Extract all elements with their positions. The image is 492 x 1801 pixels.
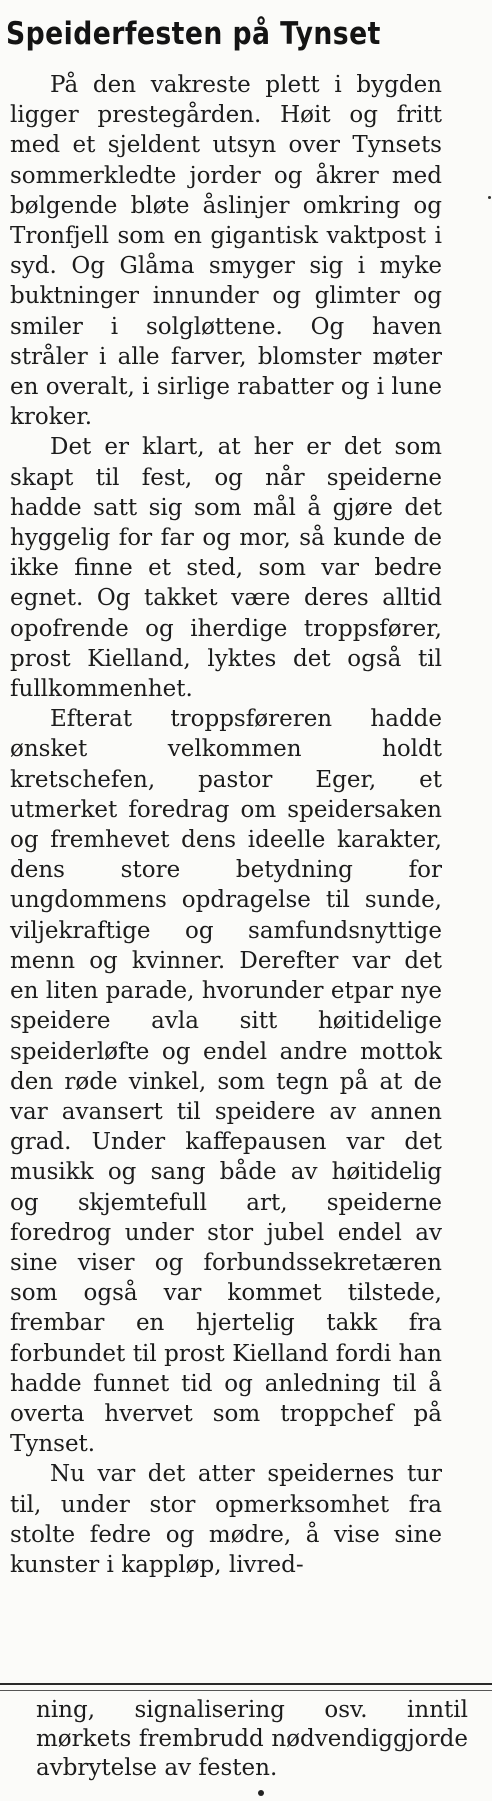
continuation-text: ning, signalisering osv. inntil mørkets frembrudd nødvendiggjorde avbrytelse av festen. <box>36 1697 468 1781</box>
article-body <box>10 70 442 1580</box>
paragraph-4: Nu var det atter speidernes tur til, under stor opmerksomhet fra stolte fedre og mødre, å vise sine kunster i kappløp, livred- <box>10 1461 442 1578</box>
end-dot <box>258 1790 264 1796</box>
paragraph-3: Efterat troppsføreren hadde ønsket velkommen holdt kretschefen, pastor Eger, et utmerket foredrag om speidersaken og fremhevet dens ideelle karakter, dens store betydning for ungdommens opdragelse til sunde, viljekraftige og samfundsnyttige menn og kvinner. Derefter var det en liten parade, hvorunder etpar nye speidere avla sitt høitidelige speiderløfte og endel andre mottok den røde vinkel, som tegn på at de var avansert til speidere av annen grad. Under kaffepausen var det musikk og sang både av høitidelig og skjemtefull art, speiderne foredrog under stor jubel endel av sine viser og forbundssekretæren som også var kommet tilstede, frembar en hjertelig takk fra forbundet til prost Kielland fordi han hadde funnet tid og anledning til å overta hvervet som troppchef på Tynset. <box>10 706 442 1458</box>
article-headline: Speiderfesten på Tynset <box>6 16 381 52</box>
paragraph-1: På den vakreste plett i bygden ligger prestegården. Høit og fritt med et sjeldent utsyn over Tynsets sommerkledte jorder og åkrer med bølgende bløte åslinjer omkring og Tronfjell som en gigantisk vaktpost i syd. Og Glåma smyger sig i myke buktninger innunder og glimter og smiler i solgløttene. Og haven stråler i alle farver, blomster møter en overalt, i sirlige rabatter og i lune kroker. <box>10 72 442 431</box>
article-continuation <box>36 1696 468 1783</box>
paragraph-2: Det er klart, at her er det som skapt til fest, og når speiderne hadde satt sig som mål å gjøre det hyggelig for far og mor, så kunde de ikke finne et sted, som var bedre egnet. Og takket være deres alltid opofrende og iherdige troppsfører, prost Kielland, lyktes det også til fullkommenhet. <box>10 434 442 703</box>
clipping-divider <box>0 1683 492 1685</box>
clipping-divider-thin <box>0 1690 492 1691</box>
print-speck <box>488 196 491 199</box>
